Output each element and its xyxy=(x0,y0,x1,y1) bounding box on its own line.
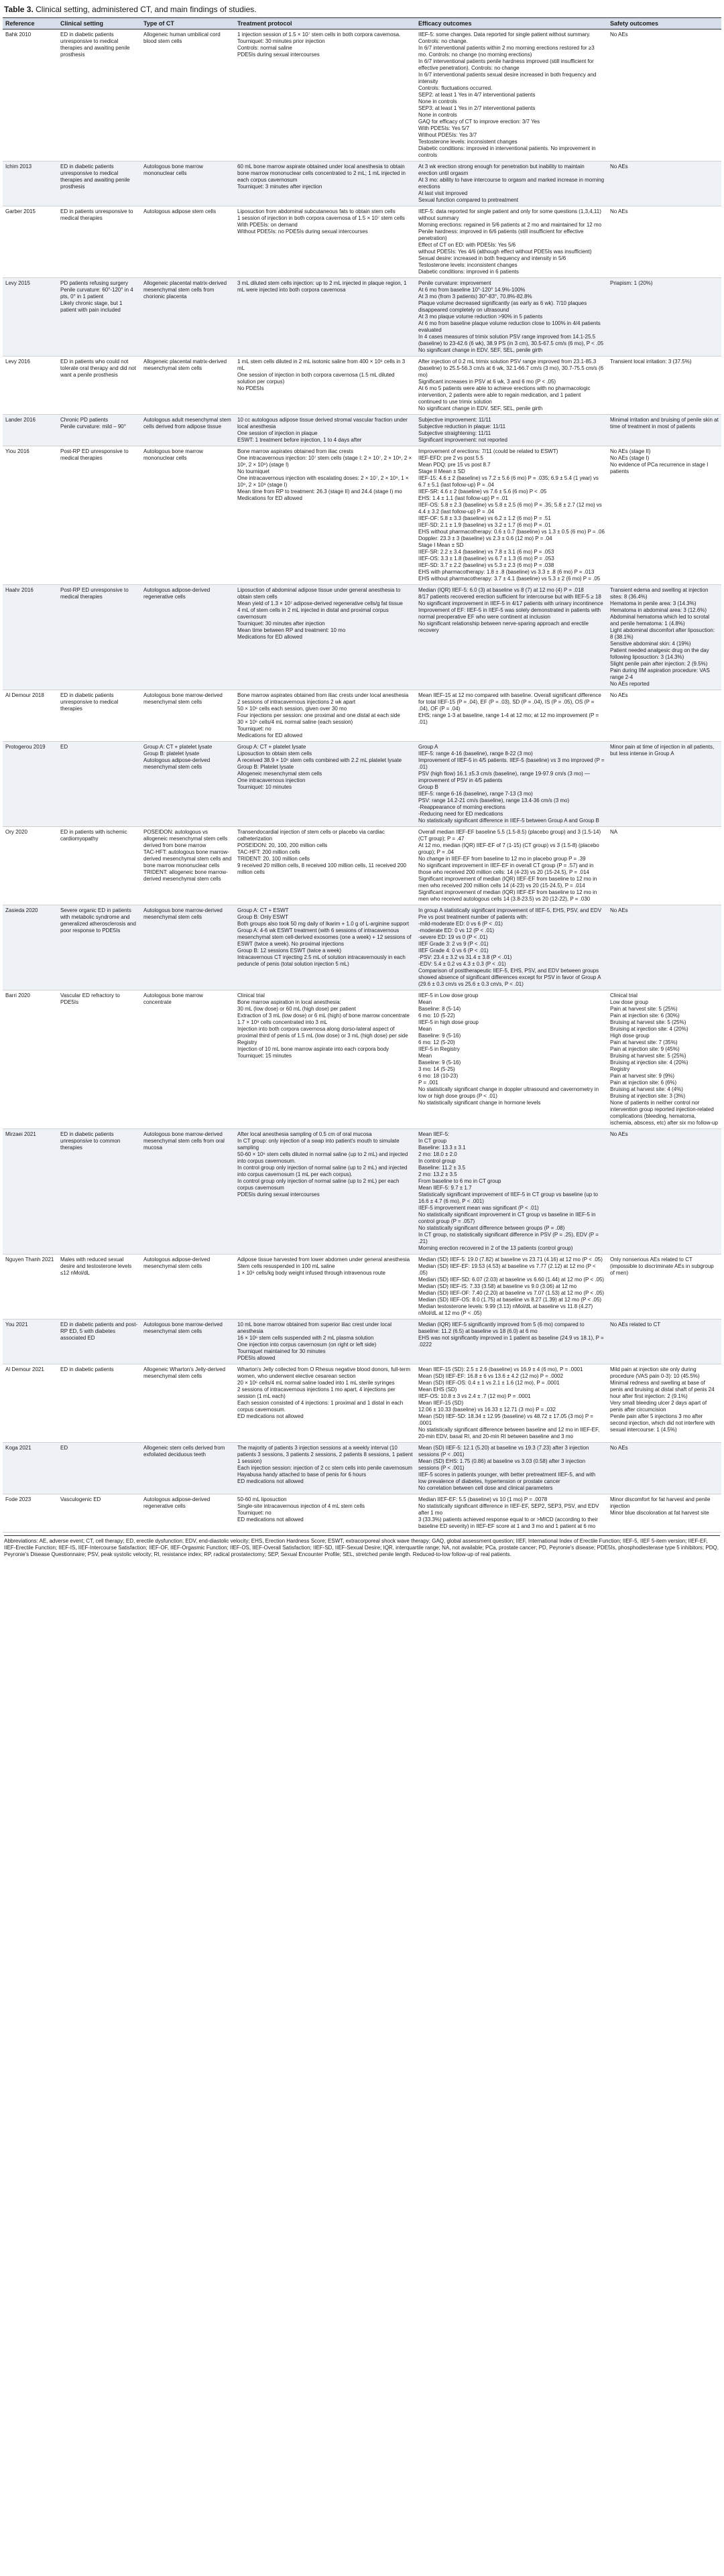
protocol-cell: Liposuction from abdominal subcutaneous fats to obtain stem cells 1 session of injection in both corpora cavernosa of 1.5 × 10⁷ stem cells With PDE5Is: on demand Without PDE5Is: no PDE5Is during sexual intercourses xyxy=(235,206,416,278)
efficacy-cell: Improvement of erections: 7/11 (could be related to ESWT) IIEF-EFD: pre 2 vs post 5.5 Mean PDQ: pre 15 vs post 8.7 Stage II Mean ± SD IIEF-15: 4.6 ± 2 (baseline) vs 7.2 ± 5.6 (6 mo) P = .035; 6.9 ± 5.4 (1 year) vs 6.7 ± 5.1 (last follow-up) P = .04 IIEF-SR: 4.6 ± 2 (baseline) vs 7.6 ± 5.6 (6 mo) P < .05 EHS: 1.4 ± 1.1 (last follow-up) P = .01 IIEF-OS: 5.8 ± 2.3 (baseline) vs 5.8 ± 2.5 (6 mo) P = .35; 5.8 ± 2.7 (12 mo) vs 4.4 ± 3.2 (last follow-up) P = .04 IIEF-OF: 5.8 ± 3.3 (baseline) vs 6.2 ± 1.2 (6 mo) P = .51 IIEF-SD: 2.1 ± 1.9 (baseline) vs 3.2 ± 1.7 (6 mo) P = .01 EHS without pharmacotherapy: 0.6 ± 0.7 (baseline) vs 1.3 ± 0.5 (6 mo) P = .06 Doppler: 23.3 ± 3 (baseline) vs 2.3 ± 0.6 (12 mo) P = .04 Stage I Mean ± SD IIEF-SR: 2.2 ± 3.4 (baseline) vs 7.8 ± 3.1 (6 mo) P = .053 IIEF-OS: 3.3 ± 1.8 (baseline) vs 6.7 ± 1.3 (6 mo) P = .053 IIEF-SD: 3.7 ± 2.2 (baseline) vs 5.3 ± 2.3 (6 mo) P = .038 EHS with pharmacotherapy: 1.8 ± .8 (baseline) vs 3.3 ± .8 (6 mo) P = .013 EHS without pharmacotherapy: 3.7 ± 4.1 (baseline) vs 5.3 ± 2 (6 mo) P = .05 xyxy=(416,446,607,585)
table-row xyxy=(3,1494,721,1533)
ct-type-cell: Autologous adipose-derived mesenchymal stem cells xyxy=(141,1254,235,1319)
ct-type-cell: Autologous bone marrow concentrate xyxy=(141,990,235,1129)
header-clinical-setting: Clinical setting xyxy=(58,18,141,29)
safety-cell: Transient local irritation: 3 (37.5%) xyxy=(607,357,721,415)
protocol-cell: After local anesthesia sampling of 0.5 cm of oral mucosa In CT group: only injection of a swap into patient's mouth to simulate sampling 50-60 × 10⁶ stem cells diluted in normal saline (up to 2 mL) and injected into corpus cavernosum. In control group only injection of normal saline (up to 2 mL) and injected into corpus cavernosum (1 mL per each corpus). In control group only injection of normal saline (up to 2 mL) per each corpus cavernosum PDE5Is during sexual intercourses xyxy=(235,1129,416,1254)
safety-cell: No AEs xyxy=(607,1129,721,1254)
reference-cell: Ichim 2013 xyxy=(3,162,58,206)
ct-type-cell: Allogeneic placental matrix-derived mesenchymal stem cells xyxy=(141,357,235,415)
ct-type-cell: Allogeneic placental matrix-derived mesenchymal stem cells from chorionic placenta xyxy=(141,278,235,357)
table-header xyxy=(3,18,721,29)
protocol-cell: Adipose tissue harvested from lower abdomen under general anesthesia Stem cells resuspended in 100 mL saline 1 × 10⁶ cells/kg body weight infused through intravenous route xyxy=(235,1254,416,1319)
efficacy-cell: Median (IQR) IIEF-5: 6.0 (3) at baseline vs 8 (7) at 12 mo (4) P = .018 8/17 patients recovered erection sufficient for intercourse but with IIEF-5 ≥ 18 No significant improvement in IIEF-5 in 4/17 patients with urinary incontinence Improvement of EF: IIEF-5 in IIEF-5 was solely demonstrated in patients with normal preoperative EF who were continent at inclusion No significant relationship between nerve-sparing approach and erectile recovery xyxy=(416,585,607,690)
header-row xyxy=(3,18,721,29)
protocol-cell: Group A: CT + ESWT Group B: Only ESWT Both groups also took 50 mg daily of Ikarim + 1.0 g of L-arginine support Group A: 4-6 wk ESWT treatment (with 6 sessions of intracavernous mesenchymal stem cell-derived exosomes (one a week) + 12 sessions of ESWT (twice a week). No proximal injections Group B: 12 sessions ESWT (twice a week) Intracavernous CT injecting 2.5 mL of solution intracavernously in each peduncle of penis (total solution injection 5 mL) xyxy=(235,905,416,990)
table-row xyxy=(3,162,721,206)
ct-type-cell: Autologous bone marrow-derived mesenchymal stem cells xyxy=(141,1319,235,1364)
table-row xyxy=(3,357,721,415)
clinical-setting-cell: ED xyxy=(58,1443,141,1494)
reference-cell: Al Demour 2018 xyxy=(3,690,58,742)
clinical-setting-cell: ED in diabetic patients unresponsive to medical therapies xyxy=(58,690,141,742)
efficacy-cell: Mean IIEF-5: In CT group Baseline: 13.3 ± 3.1 2 mo: 18.0 ± 2.0 In control group Baseline: 11.2 ± 3.5 2 mo: 13.2 ± 3.5 From baseline to 6 mo in CT group Mean IIEF-5: 9.7 ± 1.7 Statistically significant improvement of IIEF-5 in CT group vs baseline (up to 16.6 ± 4.7 (6 mo), P < .001) IIEF-5 improvement mean was significant (P < .01) No statistically significant improvement in CT group vs baseline in IIEF-5 in control group (P = .057) No statistically significant difference between groups (P = .08) In CT group, no statistically significant difference in PSV (P = .25), EDV (P = .21) Morning erection recovered in 2 of the 13 patients (control group) xyxy=(416,1129,607,1254)
efficacy-cell: IIEF-5: some changes. Data reported for single patient without summary. Controls: no change. In 6/7 interventional patients within 2 mo morning erections restored for ≥3 mo. Controls: no change (no morning erections) In 6/7 interventional patients penile hardness improved (still insufficient for effective penetration). Controls: no change In 6/7 interventional patients sexual desire increased in both frequency and intensity Controls: fluctuations occurred. SEP2: at least 1 Yes in 4/7 interventional patients None in controls SEP3: at least 1 Yes in 2/7 interventional patients None in controls GAQ for efficacy of CT to improve erection: 3/7 Yes With PDE5Is: Yes 5/7 Without PDE5Is: Yes 3/7 Testosterone levels: inconsistent changes Diabetic conditions: improved in interventional patients. No improvement in controls xyxy=(416,29,607,162)
safety-cell: Transient edema and swelling at injection sites: 8 (36.4%) Hematoma in penile area: 3 (14.3%) Hematoma in abdominal area: 3 (12.6%) Abdominal hematoma which led to scrotal and penile hematoma: 1 (4.8%) Light abdominal discomfort after liposuction: 8 (38.1%) Sensitive abdominal skin: 4 (19%) Patient needed analgesic drug on the day following liposuction: 3 (14.3%) Slight penile pain after injection: 2 (9.5%) Pain during IIM aspiration procedure: VAS range 2-4 No AEs reported xyxy=(607,585,721,690)
clinical-setting-cell: Vascular ED refractory to PDE5Is xyxy=(58,990,141,1129)
clinical-setting-cell: Vasculogenic ED xyxy=(58,1494,141,1533)
efficacy-cell: Mean IIEF-15 (SD): 2.5 ± 2.6 (baseline) vs 16.9 ± 4 (6 mo), P = .0001 Mean (SD) IIEF-EF: 16.8 ± 6 vs 13.6 ± 4.2 (12 mo) P = .0002 Mean (SD) IIEF-OS: 0.4 ± 1 vs 2.1 ± 1.6 (12 mo), P = .0001 Mean EHS (SD) IIEF-OS: 10.8 ± 3 vs 2.4 ± .7 (12 mo) P = .0001 Mean IIEF-15 (SD) 12.06 ± 10.33 (baseline) vs 16.33 ± 12.71 (3 mo) P = .032 Mean (SD) IIEF-SD: 18.34 ± 12.95 (baseline) vs 48.72 ± 17.05 (3 mo) P = .0001 No statistically significant difference between baseline and 12 mo in IIEF-EF, 20-min EDV, basal RI, and 20-min RI between baseline and 3 mo xyxy=(416,1364,607,1443)
table-row xyxy=(3,690,721,742)
protocol-cell: 3 mL diluted stem cells injection: up to 2 mL injected in plaque region, 1 mL were injected into both corpora cavernosa xyxy=(235,278,416,357)
reference-cell: Haahr 2016 xyxy=(3,585,58,690)
table-row xyxy=(3,585,721,690)
efficacy-cell: IIEF-5: data reported for single patient and only for some questions (1,3,4,11) without summary Morning erections: regained in 5/6 patients at 2 mo and maintained for 12 mo Penile hardness: improved in 6/6 patients (still insufficient for effective penetration) Effect of CT on ED: with PDE5Is: Yes 5/6 without PDE5Is: Yes 4/6 (although effect without PDE5Is was insufficient) Sexual desire: increased in both frequency and intensity in 5/6 Testosterone levels: inconsistent changes Diabetic conditions: improved in 6 patients xyxy=(416,206,607,278)
reference-cell: Yiou 2016 xyxy=(3,446,58,585)
safety-cell: Mild pain at injection site only during procedure (VAS pain 0-3): 10 (45.5%) Minimal redness and swelling at base of penis and bruising at distal shaft of penis 24 hour after first injection: 2 (9.1%) Very small bleeding ulcer 2 days apart of penis after circumcision Penile pain after 5 injections 3 mo after second injection, which did not interfere with sexual intercourse: 1 (4.5%) xyxy=(607,1364,721,1443)
clinical-setting-cell: PD patients refusing surgery Penile curvature: 60°-120° in 4 pts, 0° in 1 patient Likely chronic stage, but 1 patient with pain included xyxy=(58,278,141,357)
protocol-cell: 50-60 mL liposuction Single-site intracavernous injection of 4 mL stem cells Tourniquet: no ED medications not allowed xyxy=(235,1494,416,1533)
safety-cell: Minor pain at time of injection in all patients, but less intense in Group A xyxy=(607,742,721,827)
ct-type-cell: Autologous bone marrow mononuclear cells xyxy=(141,446,235,585)
safety-cell: No AEs xyxy=(607,1443,721,1494)
clinical-setting-cell: ED in diabetic patients xyxy=(58,1364,141,1443)
table-row xyxy=(3,1443,721,1494)
table-caption-text: Clinical setting, administered CT, and main findings of studies. xyxy=(36,5,257,14)
clinical-setting-cell: Chronic PD patients Penile curvature: mild – 90° xyxy=(58,415,141,446)
reference-cell: Al Demour 2021 xyxy=(3,1364,58,1443)
efficacy-cell: At 3 wk erection strong enough for penetration but inability to maintain erection until orgasm At 3 mo: ability to have intercourse to orgasm and marked increase in morning erections At last visit improved Sexual function compared to pretreatment xyxy=(416,162,607,206)
reference-cell: Ory 2020 xyxy=(3,827,58,905)
efficacy-cell: Overall median IIEF-EF baseline 5.5 (1.5-8.5) (placebo group) and 3 (1.5-14) (CT group); P = .47 At 12 mo, median (IQR) IIEF-EF of 7 (1-15) (CT group) vs 3 (1.5-8) (placebo group); P = .04 No change in IIEF-EF from baseline to 12 mo in placebo group P = .39 No significant improvement in IIEF-EF in overall CT group (P = .57) and in those who received 200 million cells: 14 (4-23) vs 20 (15-24.5), P = .014 Significant improvement of median (IQR) IIEF-EF from baseline to 12 mo in men who received 200 million cells 14 (4-23) vs 20 (15-24.5), P = .014 Significant improvement of median (IQR) IIEF-EF from baseline to 12 mo in men who received autologous cells 14 (3.8-23.5) vs 20 (12-22), P = .030 xyxy=(416,827,607,905)
table-row xyxy=(3,1129,721,1254)
ct-type-cell: Allogeneic Wharton's Jelly-derived mesenchymal stem cells xyxy=(141,1364,235,1443)
safety-cell: Only nonserious AEs related to CT (impossible to discriminate AEs in subgroup of men) xyxy=(607,1254,721,1319)
reference-cell: Fode 2023 xyxy=(3,1494,58,1533)
protocol-cell: 10 mL bone marrow obtained from superior iliac crest under local anesthesia 16 × 10⁶ stem cells suspended with 2 mL plasma solution One injection into corpus cavernosum (on right or left side) Tourniquet maintained for 30 minutes PDE5Is allowed xyxy=(235,1319,416,1364)
safety-cell: NA xyxy=(607,827,721,905)
efficacy-cell: Penile curvature: improvement At 6 mo from baseline 10°-120° 14.9%-100% At 3 mo (from 3 patients) 30°-83°, 70.8%-82.8% Plaque volume decreased significantly (as early as 6 wk). 7/10 plaques disappeared completely on ultrasound At 3 mo plaque volume reduction >90% in 5 patients At 6 mo from baseline plaque volume reduction close to 100% in 4/4 patients evaluated In 4 cases measures of trimix solution PSV range improved from 14.1-25.5 (baseline) to 23-42.6 (6 wk), 38.9 PS (in 3 cm), 30.5-67.5 cm/s (6 mo), P < .05 No significant change in EDV, SEF, SEL, penile girth xyxy=(416,278,607,357)
clinical-setting-cell: ED in diabetic patients unresponsive to common therapies xyxy=(58,1129,141,1254)
clinical-setting-cell: ED in patients who could not tolerate oral therapy and did not want a penile prosthesis xyxy=(58,357,141,415)
efficacy-cell: After injection of 0.2 mL trimix solution PSV range improved from 23.1-85.3 (baseline) to 25.5-56.3 cm/s at 6 wk, 32.1-66.7 cm/s (3 mo), 30.7-75.5 cm/s (6 mo) Significant increases in PSV at 6 wk, 3 and 6 mo (P < .05) At 6 mo 5 patients were able to achieve erections with no pharmacologic intervention, 2 patients were able to regain medication, and 1 patient continued to use trimix solution No significant change in EDV, SEF, SEL, penile girth xyxy=(416,357,607,415)
ct-type-cell: Allogeneic stem cells derived from exfoliated deciduous teeth xyxy=(141,1443,235,1494)
clinical-setting-cell: ED in patients unresponsive to medical therapies xyxy=(58,206,141,278)
safety-cell: No AEs xyxy=(607,206,721,278)
table-label: Table 3. xyxy=(4,5,34,14)
ct-type-cell: Autologous adult mesenchymal stem cells derived from adipose tissue xyxy=(141,415,235,446)
clinical-setting-cell: ED in diabetic patients and post-RP ED, 5 with diabetes associated ED xyxy=(58,1319,141,1364)
safety-cell: Minor discomfort for fat harvest and penile injection Minor blue discoloration at fat harvest site xyxy=(607,1494,721,1533)
table-row xyxy=(3,990,721,1129)
table-caption xyxy=(4,4,721,15)
protocol-cell: Bone marrow aspirates obtained from iliac crests One intracavernous injection: 10⁷ stem cells (stage I: 2 × 10⁷, 2 × 10⁸, 2 × 10⁸, 2 × 10⁹) (stage I) No tourniquet One intracavernous injection with escalating doses: 2 × 10⁷, 2 × 10⁸, 1 × 10⁹, 2 × 10⁹ (stage I) Mean time from RP to treatment: 26.3 (stage II) and 24.4 (stage I) mo Medications for ED allowed xyxy=(235,446,416,585)
ct-type-cell: Autologous bone marrow-derived mesenchymal stem cells xyxy=(141,905,235,990)
table-row xyxy=(3,446,721,585)
protocol-cell: Clinical trial Bone marrow aspiration in local anesthesia: 30 mL (low dose) or 60 mL (high dose) per patient Extraction of 3 mL (low dose) or 6 mL (high) of bone marrow concentrate 1.7 × 10⁸ cells concentrated into 3 mL Injection into both corpora cavernosa along dorso-lateral aspect of proximal third of penis of 1.5 mL (low dose) or 3 mL (high dose) per side Registry Injection of 10 mL bone marrow aspirate into each corpora body Tourniquet: 15 minutes xyxy=(235,990,416,1129)
ct-type-cell: Autologous adipose stem cells xyxy=(141,206,235,278)
reference-cell: Nguyen Thanh 2021 xyxy=(3,1254,58,1319)
ct-type-cell: POSEIDON: autologous vs allogeneic mesenchymal stem cells derived from bone marrow TAC-HFT: autologous bone marrow-derived mesenchymal stem cells and bone marrow mononuclear cells TRIDENT: allogeneic bone marrow-derived mesenchymal stem cells xyxy=(141,827,235,905)
efficacy-cell: Group A IIEF-5: range 4-16 (baseline), range 8-22 (3 mo) Improvement of IIEF-5 in 4/5 patients. IIEF-5 (baseline) vs 3 mo improved (P = .01) PSV (high flow) 16.1 ±5.3 cm/s (baseline), range 19-97.9 cm/s (3 mo) — improvement of PSV in 4/5 patients Group B IIEF-5: range 6-16 (baseline), range 7-13 (3 mo) PSV: range 14.2-21 cm/s (baseline), range 13.4-36 cm/s (3 mo) -Reappearance of morning erections -Reducing need for ED medications No statistically significant difference in IIEF-5 between Group A and Group B xyxy=(416,742,607,827)
reference-cell: Koga 2021 xyxy=(3,1443,58,1494)
efficacy-cell: Mean IIEF-15 at 12 mo compared with baseline. Overall significant difference for total IIEF-15 (P = .04), EF (P = .03), SD (P = .04), IS (P = .05), OS (P = .04), OF (P = .04) EHS: range 1-3 at baseline, range 1-4 at 12 mo; at 12 mo improvement (P = .01) xyxy=(416,690,607,742)
reference-cell: Levy 2015 xyxy=(3,278,58,357)
protocol-cell: 1 injection session of 1.5 × 10⁷ stem cells in both corpora cavernosa. Tourniquet: 30 minutes prior injection Controls: normal saline PDE5Is during sexual intercourses xyxy=(235,29,416,162)
efficacy-cell: Median IIEF-EF: 5.5 (baseline) vs 10 (1 mo) P = .0078 No statistically significant difference in IIEF-EF, SEP2, SEP3, PSV, and EDV after 1 mo 3 (33.3%) patients achieved response equal to or >MICD (according to their baseline ED severity) in IIEF-EF score at 1 and 3 mo and 1 patient at 6 mo xyxy=(416,1494,607,1533)
protocol-cell: Transendocardial injection of stem cells or placebo via cardiac catheterization POSEIDON: 20, 100, 200 million cells TAC-HFT: 200 million cells TRIDENT: 20, 100 million cells 9 received 20 million cells, 8 received 100 million cells, 11 received 200 million cells xyxy=(235,827,416,905)
protocol-cell: 10 cc autologous adipose tissue derived stromal vascular fraction under local anesthesia One session of injection in plaque ESWT: 1 treatment before injection, 1 to 4 days after xyxy=(235,415,416,446)
reference-cell: Zasieda 2020 xyxy=(3,905,58,990)
table-row xyxy=(3,278,721,357)
clinical-setting-cell: ED in diabetic patients unresponsive to medical therapies and awaiting penile prosthesis xyxy=(58,162,141,206)
header-type-of-ct: Type of CT xyxy=(141,18,235,29)
table-footnote: Abbreviations: AE, adverse event; CT, cell therapy; ED, erectile dysfunction; EDV, end-diastolic velocity; EHS, Erection Hardness Score; ESWT, extracorporeal shock wave therapy; GAQ, global assessment question; IIEF, International Index of Erectile Function; IIEF-5, IIEF 5-item version; IIEF-EF, IIEF-Erectile Function; IIEF-IS, IIEF-Intercourse Satisfaction; IIEF-OF, IIEF-Orgasmic Function; IIEF-OS, IIEF-Overall Satisfaction; IIEF-SD, IIEF-Sexual Desire; IQR, interquartile range; NA, not available; PCa, prostate cancer; PD, Peyronie's disease; PDE5Is, phosphodiesterase type 5 inhibitors; PDQ, Peyronie's Disease Questionnaire; PSV, peak systolic velocity; RI, resistance index; RP, radical prostatectomy; SEP, Sexual Encounter Profile; SEL, stretched penile length. Reduced-to-low follow-up of real patients. xyxy=(4,1535,720,1558)
protocol-cell: The majority of patients 3 injection sessions at a weekly interval (10 patients 3 sessions, 3 patients 2 sessions, 2 patients 8 sessions, 1 patient 1 session) Each injection session: injection of 2 cc stem cells into penile cavernosum Hayabusa handy attached to base of penis for 6 hours ED medications not allowed xyxy=(235,1443,416,1494)
protocol-cell: Liposuction of abdominal adipose tissue under general anesthesia to obtain stem cells Mean yield of 1.3 × 10⁷ adipose-derived regenerative cells/g fat tissue 4 mL of stem cells in 2 mL injected in distal and proximal corpus cavernosum Tourniquet: 30 minutes after injection Mean time between RP and treatment: 10 mo Medications for ED allowed xyxy=(235,585,416,690)
safety-cell: No AEs (stage II) No AEs (stage I) No evidence of PCa recurrence in stage I patients xyxy=(607,446,721,585)
reference-cell: Garber 2015 xyxy=(3,206,58,278)
safety-cell: No AEs xyxy=(607,905,721,990)
ct-type-cell: Autologous bone marrow-derived mesenchymal stem cells xyxy=(141,690,235,742)
safety-cell: No AEs xyxy=(607,162,721,206)
table-row xyxy=(3,1319,721,1364)
header-safety-outcomes: Safety outcomes xyxy=(607,18,721,29)
efficacy-cell: Subjective improvement: 11/11 Subjective reduction in plaque: 11/11 Subjective straightening: 11/11 Significant improvement: not reported xyxy=(416,415,607,446)
protocol-cell: Wharton's Jelly collected from O Rhesus negative blood donors, full-term women, who underwent elective cesarean section 20 × 10⁶ cells/4 mL normal saline loaded into 1 mL sterile syringes 2 sessions of intracavernous injections 1 mo apart, 4 injections per session (1 mL each) Each session consisted of 4 injections: 1 proximal and 1 distal in each corpus cavernosum. ED medications not allowed xyxy=(235,1364,416,1443)
table-body xyxy=(3,29,721,1533)
clinical-setting-cell: Post-RP ED unresponsive to medical therapies xyxy=(58,446,141,585)
efficacy-cell: Median (IQR) IIEF-5 significantly improved from 5 (6 mo) compared to baseline: 11.2 (6.5) at baseline vs 18 (6.0) at 6 mo EHS was not significantly improved in 1 patient as baseline (24.9 vs 18.1), P = .0222 xyxy=(416,1319,607,1364)
clinical-setting-cell: ED in diabetic patients unresponsive to medical therapies and awaiting penile prosthesis xyxy=(58,29,141,162)
clinical-setting-cell: Post-RP ED unresponsive to medical therapies xyxy=(58,585,141,690)
protocol-cell: 60 mL bone marrow aspirate obtained under local anesthesia to obtain bone marrow mononuclear cells concentrated to 2 mL; 1 mL injected in each corpus cavernosum Tourniquet: 3 minutes after injection xyxy=(235,162,416,206)
ct-type-cell: Autologous bone marrow-derived mesenchymal stem cells from oral mucosa xyxy=(141,1129,235,1254)
efficacy-cell: IIEF-5 in Low dose group Mean Baseline: 8 (5-14) 6 mo: 10 (5-22) IIEF-5 in high dose group Mean Baseline: 9 (5-16) 6 mo: 12 (5-20) IIEF-5 in Registry Mean Baseline: 9 (5-16) 3 mo: 14 (5-25) 6 mo: 18 (10-23) P = .001 No statistically significant change in doppler ultrasound and cavernometry in low or high dose groups (P < .01) No statistically significant change in hormone levels xyxy=(416,990,607,1129)
header-reference: Reference xyxy=(3,18,58,29)
table-row xyxy=(3,415,721,446)
reference-cell: Mirzaei 2021 xyxy=(3,1129,58,1254)
reference-cell: Lander 2016 xyxy=(3,415,58,446)
reference-cell: Barri 2020 xyxy=(3,990,58,1129)
ct-type-cell: Group A: CT + platelet lysate Group B: platelet lysate Autologous adipose-derived mesenchymal stem cells xyxy=(141,742,235,827)
clinical-setting-cell: Severe organic ED in patients with metabolic syndrome and generalized atherosclerosis and poor response to PDE5Is xyxy=(58,905,141,990)
clinical-setting-cell: ED in patients with ischemic cardiomyopathy xyxy=(58,827,141,905)
reference-cell: Levy 2016 xyxy=(3,357,58,415)
ct-type-cell: Autologous adipose-derived regenerative cells xyxy=(141,1494,235,1533)
results-table xyxy=(3,17,721,1533)
table-row xyxy=(3,742,721,827)
header-efficacy-outcomes: Efficacy outcomes xyxy=(416,18,607,29)
efficacy-cell: Median (SD) IIEF-5: 19.0 (7.82) at baseline vs 23.71 (4.16) at 12 mo (P < .05) Median (SD) IIEF-EF: 19.53 (4.53) at baseline vs 7.77 (2.12) at 12 mo (P < .05) Median (SD) IIEF-SD: 6.07 (2.03) at baseline vs 6.60 (1.44) at 12 mo (P < .05) Median (SD) IIEF-IS: 7.33 (3.58) at baseline vs 9.0 (3.06) at 12 mo Median (SD) IIEF-OF: 7.40 (2.20) at baseline vs 7.07 (1.53) at 12 mo (P < .05) Median (SD) IIEF-OS: 8.0 (1.75) at baseline vs 8.27 (1.39) at 12 mo (P < .05) Median testosterone levels: 9.99 (3.13) nMol/dL at baseline vs 11.8 (4.27) nMol/dL at 12 mo (P < .05) xyxy=(416,1254,607,1319)
header-treatment-protocol: Treatment protocol xyxy=(235,18,416,29)
ct-type-cell: Allogeneic human umbilical cord blood stem cells xyxy=(141,29,235,162)
clinical-setting-cell: ED xyxy=(58,742,141,827)
safety-cell: No AEs related to CT xyxy=(607,1319,721,1364)
table-row xyxy=(3,905,721,990)
safety-cell: No AEs xyxy=(607,690,721,742)
ct-type-cell: Autologous bone marrow mononuclear cells xyxy=(141,162,235,206)
safety-cell: Clinical trial Low dose group Pain at harvest site: 5 (25%) Pain at injection site: 6 (30%) Bruising at harvest site: 5 (25%) Bruising at injection site: 4 (20%) High dose group Pain at harvest site: 7 (35%) Pain at injection site: 9 (45%) Bruising at harvest site: 5 (25%) Bruising at injection site: 4 (20%) Registry Pain at harvest site: 9 (9%) Pain at injection site: 6 (6%) Bruising at harvest site: 4 (4%) Bruising at injection site: 3 (3%) None of patients in neither control nor intervention group reported injection-related complications (bleeding, hematoma, ischemia, abscess, etc) after six mo follow-up xyxy=(607,990,721,1129)
ct-type-cell: Autologous adipose-derived regenerative cells xyxy=(141,585,235,690)
reference-cell: Protogerou 2019 xyxy=(3,742,58,827)
protocol-cell: Bone marrow aspirates obtained from iliac crests under local anesthesia 2 sessions of intracavernous injections 2 wk apart 50 × 10⁶ cells each session, given over 30 mo Four injections per session: one proximal and one distal at each side 30 × 10⁶ cells/4 mL normal saline (each session) Tourniquet: no Medications for ED allowed xyxy=(235,690,416,742)
efficacy-cell: In group A statistically significant improvement of IIEF-5, EHS, PSV, and EDV Pre vs post treatment number of patients with: -mild-moderate ED: 0 vs 6 (P < .01) -moderate ED: 0 vs 12 (P < .01) -severe ED: 19 vs 0 (P < .01) IIEF Grade 3: 2 vs 9 (P < .01) IIEF Grade 4: 0 vs 6 (P < .01) -PSV: 23.4 ± 3.2 vs 31.4 ± 3.8 (P < .01) -EDV: 5.4 ± 0.2 vs 4.3 ± 0.3 (P < .01) Comparison of posttherapeutic IIEF-5, EHS, PSV, and EDV between groups showed absence of significant differences except for PSV in favor of Group A (29.6 ± 0.3 cm/s vs 25.6 ± 0.3 cm/s, P < .01) xyxy=(416,905,607,990)
table-row xyxy=(3,1364,721,1443)
table-row xyxy=(3,29,721,162)
safety-cell: No AEs xyxy=(607,29,721,162)
table-row xyxy=(3,206,721,278)
efficacy-cell: Mean (SD) IIEF-5: 12.1 (5.20) at baseline vs 19.3 (7.23) after 3 injection sessions (P < .001) Mean (SD) EHS: 1.75 (0.86) at baseline vs 3.03 (0.58) after 3 injection sessions (P < .001) IIEF-5 scores in patients younger, with better pretreatment IIEF-5, and with low prevalence of diabetes, hypertension or prostate cancer No correlation between cell dose and clinical parameters xyxy=(416,1443,607,1494)
safety-cell: Minimal irritation and bruising of penile skin at time of treatment in most of patients xyxy=(607,415,721,446)
safety-cell: Priapism: 1 (20%) xyxy=(607,278,721,357)
reference-cell: Bahk 2010 xyxy=(3,29,58,162)
reference-cell: You 2021 xyxy=(3,1319,58,1364)
protocol-cell: Group A: CT + platelet lysate Liposuction to obtain stem cells A received 38.9 × 10⁶ stem cells combined with 2.2 mL platelet lysate Group B: Platelet lysate Allogeneic mesenchymal stem cells One intracavernous injection Tourniquet: 10 minutes xyxy=(235,742,416,827)
table-row xyxy=(3,827,721,905)
protocol-cell: 1 mL stem cells diluted in 2 mL isotonic saline from 400 × 10⁶ cells in 3 mL One session of injection in both corpora cavernosa (1.5 mL diluted solution per corpus) No PDE5Is xyxy=(235,357,416,415)
clinical-setting-cell: Males with reduced sexual desire and testosterone levels ≤12 nMol/dL xyxy=(58,1254,141,1319)
table-row xyxy=(3,1254,721,1319)
